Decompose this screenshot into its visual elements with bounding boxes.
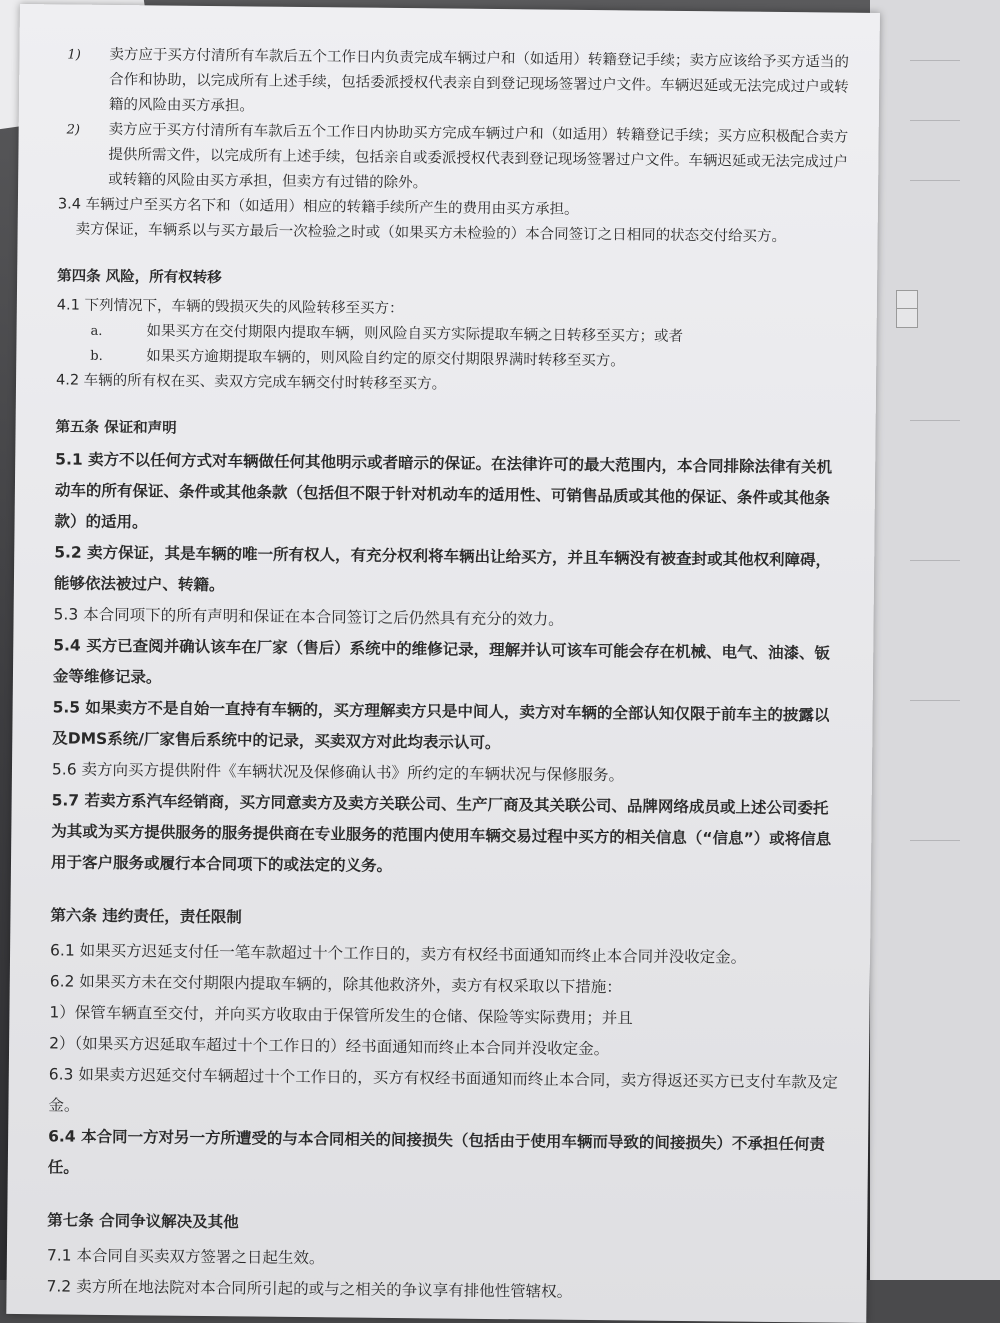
clause-5-1: 5.1 卖方不以任何方式对车辆做任何其他明示或者暗示的保证。在法律许可的最大范围内，本合同排除法律有关机动车的所有保证、条件或其他条款（包括但不限于针对机动车的适用性、可销售品质或其他的保证、条件或其他条款）的适用。 [54,450,833,532]
item-text: 卖方应于买方付清所有车款后五个工作日内负责完成车辆过户和（如适用）转籍登记手续；卖方应该给予买方适当的合作和协助，以完成所有上述手续，包括委派授权代表亲自到登记现场签署过户文件。车辆迟延或无法完成过户或转籍的风险由买方承担。 [108,46,850,115]
sub-marker: b. [90,348,103,364]
article-6-heading: 第六条 违约责任，责任限制 [50,906,242,927]
background-rule [910,840,960,841]
item-marker: 1) [67,47,81,63]
background-tab [896,290,918,310]
sub-text: 如果买方逾期提取车辆的，则风险自约定的原交付期限界满时转移至买方。 [146,348,625,370]
clause-6-3: 6.3 如果卖方迟延交付车辆超过十个工作日的，买方有权经书面通知而终止本合同，卖方得返还买方已支付车款及定金。 [48,1065,838,1115]
background-rule [910,560,960,561]
clause-5-5: 5.5 如果卖方不是自始一直持有车辆的，买方理解卖方只是中间人，卖方对车辆的全部认知仅限于前车主的披露以及DMS系统/厂家售后系统中的记录，买卖双方对此均表示认可。 [52,698,830,753]
clause-6-2: 6.2 如果买方未在交付期限内提取车辆的，除其他救济外，卖方有权采取以下措施： [49,972,622,997]
clause-3-4: 3.4 车辆过户至买方名下和（如适用）相应的转籍手续所产生的费用由买方承担。 [57,196,579,218]
contract-content [46,42,849,1310]
item-text: 卖方应于买方付清所有车款后五个工作日内协助买方完成车辆过户和（如适用）转籍登记手续；买方应积极配合卖方提供所需文件，以完成所有上述手续，包括亲自或委派授权代表到登记现场签署过户文件。车辆迟延或无法完成过户或转籍的风险由买方承担，但卖方有过错的除外。 [108,121,849,192]
article-5-heading: 第五条 保证和声明 [55,419,177,437]
clause-6-4: 6.4 本合同一方对另一方所遭受的与本合同相关的间接损失（包括由于使用车辆而导致的间接损失）不承担任何责任。 [47,1127,826,1177]
clause-6-2-2: 2）（如果买方迟延取车超过十个工作日的）经书面通知而终止本合同并没收定金。 [49,1034,610,1059]
clause-5-2: 5.2 卖方保证，其是车辆的唯一所有权人，有充分权利将车辆出让给买方，并且车辆没有被查封或其他权利障碍，能够依法被过户、转籍。 [53,543,832,595]
clause-5-4: 5.4 买方已查阅并确认该车在厂家（售后）系统中的维修记录，理解并认可该车可能会存在机械、电气、油漆、钣金等维修记录。 [52,636,831,687]
background-rule [910,700,960,701]
contract-page [6,4,880,1323]
clause-5-3: 5.3 本合同项下的所有声明和保证在本合同签订之后仍然具有充分的效力。 [53,605,564,629]
background-tab [896,308,918,328]
clause-6-1: 6.1 如果买方迟延支付任一笔车款超过十个工作日的，卖方有权经书面通知而终止本合同并没收定金。 [49,941,747,967]
background-rule [910,120,960,121]
clause-3-warranty: 卖方保证，车辆系以与买方最后一次检验之时或（如果买方未检验的）本合同签订之日相同的状态交付给买方。 [75,221,787,246]
clause-7-2: 7.2 卖方所在地法院对本合同所引起的或与之相关的争议享有排他性管辖权。 [46,1277,573,1301]
background-rule [910,60,960,61]
article-4-heading: 第四条 风险，所有权转移 [57,268,222,287]
background-rule [910,420,960,421]
clause-5-6: 5.6 卖方向买方提供附件《车辆状况及保修确认书》所约定的车辆状况与保修服务。 [51,760,625,785]
article-7-heading: 第七条 合同争议解决及其他 [47,1211,239,1232]
clause-7-1: 7.1 本合同自买卖双方签署之日起生效。 [46,1246,325,1268]
clause-4-1: 4.1 下列情况下，车辆的毁损灭失的风险转移至买方： [56,297,404,318]
clause-4-2: 4.2 车辆的所有权在买、卖双方完成车辆交付时转移至买方。 [55,372,447,393]
clause-3-item-1 [59,42,850,125]
clause-5-7: 5.7 若卖方系汽车经销商，买方同意卖方及卖方关联公司、生产厂商及其关联公司、品牌网络成员或上述公司委托为其或为买方提供服务的服务提供商在专业服务的范围内使用车辆交易过程中买方的相关信息（“信息”）或将信息用于客户服务或履行本合同项下的或法定的义务。 [50,791,832,875]
background-document [870,0,1000,1280]
background-rule [910,180,960,181]
sub-marker: a. [90,323,103,339]
clause-6-2-1: 1）保管车辆直至交付，并向买方收取由于保管所发生的仓储、保险等实际费用；并且 [49,1003,633,1028]
sub-text: 如果买方在交付期限内提取车辆，则风险自买方实际提取车辆之日转移至买方；或者 [146,323,684,345]
clause-3-item-2 [58,117,849,200]
item-marker: 2) [66,122,81,138]
